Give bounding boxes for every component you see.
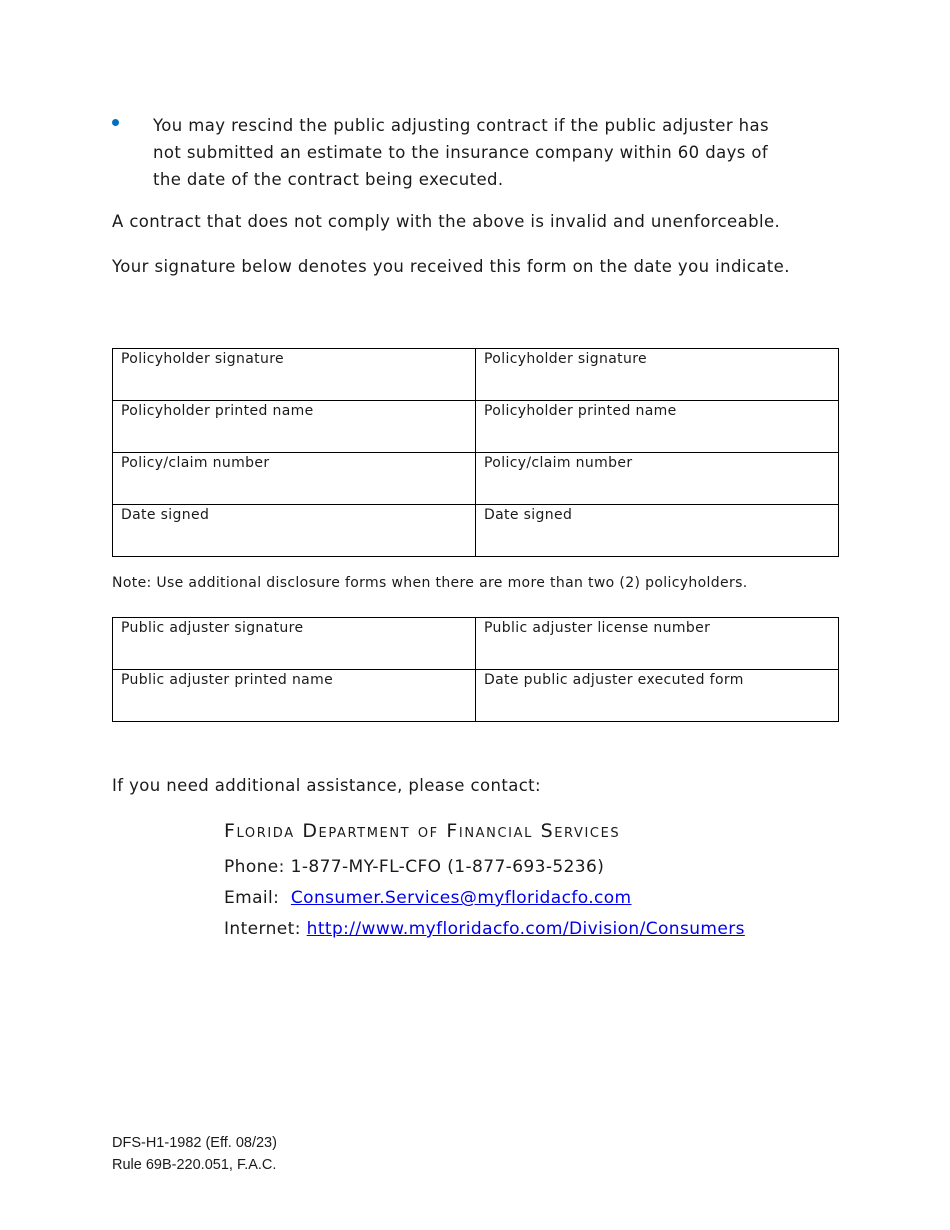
website-link[interactable]: http://www.myfloridacfo.com/Division/Consumers bbox=[306, 919, 745, 939]
email-label: Email: bbox=[224, 888, 280, 908]
policyholder-signature-field-2[interactable]: Policyholder signature bbox=[476, 349, 839, 401]
phone-line bbox=[224, 852, 824, 883]
table-row bbox=[113, 349, 839, 401]
policyholder-table bbox=[112, 348, 839, 557]
table-row bbox=[113, 505, 839, 557]
table-row bbox=[113, 618, 839, 670]
footer bbox=[112, 1132, 277, 1176]
table-row bbox=[113, 453, 839, 505]
policyholder-signature-field-1[interactable]: Policyholder signature bbox=[113, 349, 476, 401]
internet-line bbox=[224, 914, 824, 945]
department-name: Florida Department of Financial Services bbox=[224, 820, 621, 842]
phone-number: 1-877-MY-FL-CFO (1-877-693-5236) bbox=[290, 857, 605, 877]
assistance-paragraph: If you need additional assistance, please contact: bbox=[112, 776, 542, 795]
contact-block bbox=[224, 820, 824, 945]
internet-label: Internet: bbox=[224, 919, 301, 939]
form-id: DFS-H1-1982 (Eff. 08/23) bbox=[112, 1135, 277, 1151]
date-signed-field-2[interactable]: Date signed bbox=[476, 505, 839, 557]
bullet-dot bbox=[112, 119, 119, 126]
phone-label: Phone: bbox=[224, 857, 285, 877]
public-adjuster-license-field[interactable]: Public adjuster license number bbox=[476, 618, 839, 670]
additional-forms-note: Note: Use additional disclosure forms when there are more than two (2) policyholders. bbox=[112, 575, 748, 591]
invalid-contract-paragraph: A contract that does not comply with the above is invalid and unenforceable. bbox=[112, 212, 781, 231]
email-link[interactable]: Consumer.Services@myfloridacfo.com bbox=[290, 888, 632, 908]
public-adjuster-printed-name-field[interactable]: Public adjuster printed name bbox=[113, 670, 476, 722]
rescind-bullet-text: You may rescind the public adjusting contract if the public adjuster has not submitted an estimate to the insurance company within 60 days of the date of the contract being executed. bbox=[153, 116, 770, 189]
adjuster-table bbox=[112, 617, 839, 722]
policy-claim-number-field-1[interactable]: Policy/claim number bbox=[113, 453, 476, 505]
rule-reference: Rule 69B-220.051, F.A.C. bbox=[112, 1157, 277, 1173]
signature-notice-paragraph: Your signature below denotes you received this form on the date you indicate. bbox=[112, 257, 790, 276]
rescind-bullet bbox=[112, 112, 772, 193]
policyholder-printed-name-field-1[interactable]: Policyholder printed name bbox=[113, 401, 476, 453]
adjuster-executed-date-field[interactable]: Date public adjuster executed form bbox=[476, 670, 839, 722]
table-row bbox=[113, 670, 839, 722]
email-line bbox=[224, 883, 824, 914]
policy-claim-number-field-2[interactable]: Policy/claim number bbox=[476, 453, 839, 505]
date-signed-field-1[interactable]: Date signed bbox=[113, 505, 476, 557]
public-adjuster-signature-field[interactable]: Public adjuster signature bbox=[113, 618, 476, 670]
table-row bbox=[113, 401, 839, 453]
policyholder-printed-name-field-2[interactable]: Policyholder printed name bbox=[476, 401, 839, 453]
